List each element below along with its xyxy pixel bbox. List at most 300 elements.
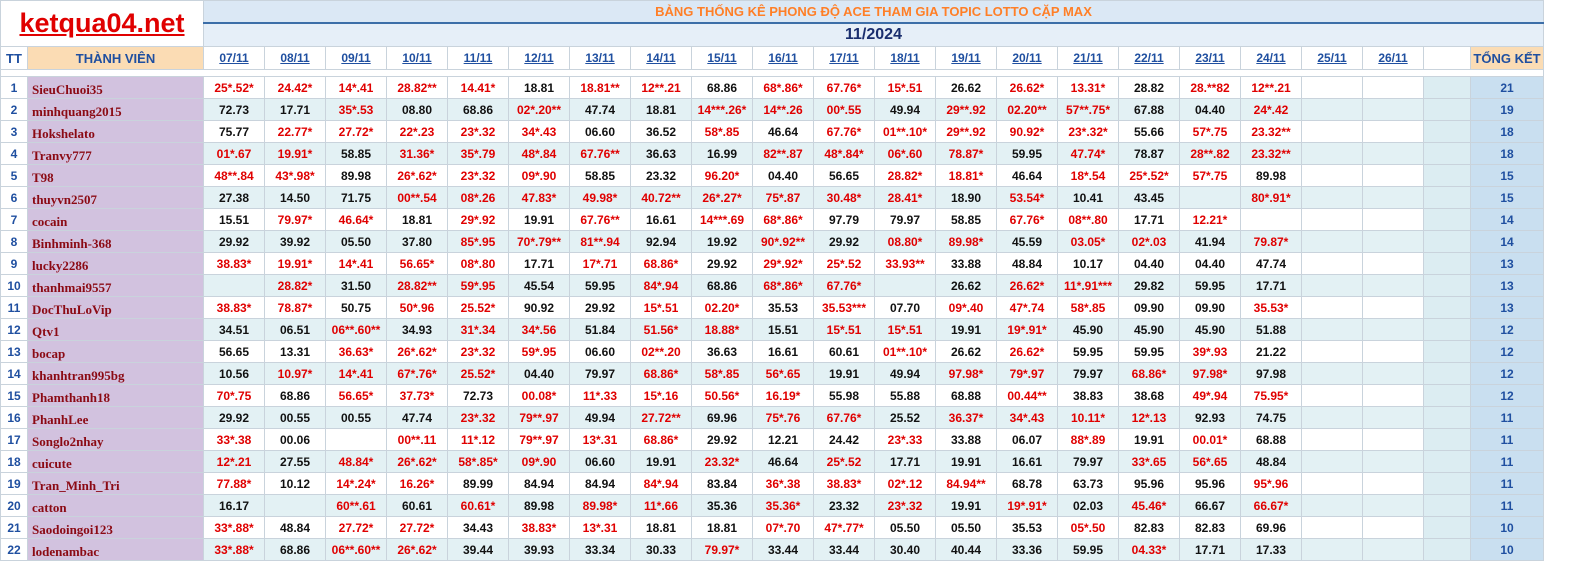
result-cell: 27.72**: [631, 407, 692, 429]
result-cell: 15*.51: [631, 297, 692, 319]
result-cell: 26.62*: [997, 341, 1058, 363]
gap-cell: [1424, 253, 1471, 275]
table-row: [1, 451, 1544, 473]
header-date: 20/11: [997, 47, 1058, 70]
row-number: 12: [1, 319, 28, 341]
result-cell: 97.79: [814, 209, 875, 231]
result-cell: 18*.54: [1058, 165, 1119, 187]
result-cell: 89.98: [509, 495, 570, 517]
result-cell: 58*.85: [1058, 297, 1119, 319]
result-cell: 78.87: [1119, 143, 1180, 165]
result-cell: 02*.12: [875, 473, 936, 495]
result-cell: 18.81: [631, 517, 692, 539]
result-cell: 33.88: [936, 253, 997, 275]
result-cell: 84*.94: [631, 275, 692, 297]
member-name: PhanhLee: [28, 407, 204, 429]
table-row: [1, 187, 1544, 209]
table-row: [1, 121, 1544, 143]
table-row: [1, 429, 1544, 451]
table-row: [1, 209, 1544, 231]
result-cell: 48**.84: [204, 165, 265, 187]
result-cell: 75.77: [204, 121, 265, 143]
result-cell: 27.72*: [387, 517, 448, 539]
result-cell: 16.61: [753, 341, 814, 363]
result-cell: 01*.67: [204, 143, 265, 165]
result-cell: 69.96: [1241, 517, 1302, 539]
result-cell: 74.75: [1241, 407, 1302, 429]
result-cell: 06.07: [997, 429, 1058, 451]
result-cell: [1302, 363, 1363, 385]
result-cell: 19*.91*: [997, 319, 1058, 341]
result-cell: 29.92: [570, 297, 631, 319]
result-cell: 79**.97: [509, 407, 570, 429]
result-cell: 08.80*: [875, 231, 936, 253]
result-cell: 06**.60**: [326, 319, 387, 341]
result-cell: 55.66: [1119, 121, 1180, 143]
result-cell: [1363, 495, 1424, 517]
result-cell: 10.12: [265, 473, 326, 495]
table-row: [1, 143, 1544, 165]
result-cell: 19.91*: [265, 253, 326, 275]
table-row: [1, 99, 1544, 121]
result-cell: 41.94: [1180, 231, 1241, 253]
total-cell: 12: [1471, 363, 1544, 385]
member-name: Hokshelato: [28, 121, 204, 143]
result-cell: 57*.75: [1180, 165, 1241, 187]
result-cell: 68.86: [448, 99, 509, 121]
result-cell: 35.53*: [1241, 297, 1302, 319]
result-cell: 35*.79: [448, 143, 509, 165]
result-cell: 47.74: [1241, 253, 1302, 275]
row-number: 20: [1, 495, 28, 517]
result-cell: 28.82**: [387, 275, 448, 297]
result-cell: 58*.85: [692, 121, 753, 143]
result-cell: 79.97: [1058, 451, 1119, 473]
result-cell: 26.62: [936, 77, 997, 99]
result-cell: 04.40: [753, 165, 814, 187]
result-cell: 22.77*: [265, 121, 326, 143]
row-number: 14: [1, 363, 28, 385]
member-name: bocap: [28, 341, 204, 363]
result-cell: 59.95: [1180, 275, 1241, 297]
total-cell: 14: [1471, 209, 1544, 231]
result-cell: 29*.92*: [753, 253, 814, 275]
member-name: Saodoingoi123: [28, 517, 204, 539]
result-cell: 15*.51: [875, 319, 936, 341]
result-cell: 00*.55: [814, 99, 875, 121]
result-cell: 18.81: [509, 77, 570, 99]
result-cell: 53.54*: [997, 187, 1058, 209]
row-number: 21: [1, 517, 28, 539]
result-cell: 26*.62*: [387, 451, 448, 473]
result-cell: [1363, 121, 1424, 143]
result-cell: 11*.66: [631, 495, 692, 517]
gap-cell: [1424, 473, 1471, 495]
result-cell: 78.87*: [265, 297, 326, 319]
result-cell: 23.32**: [1241, 121, 1302, 143]
result-cell: 68.86*: [1119, 363, 1180, 385]
result-cell: 36.63*: [326, 341, 387, 363]
result-cell: 57**.75*: [1058, 99, 1119, 121]
result-cell: 68.86*: [631, 253, 692, 275]
table-row: [1, 407, 1544, 429]
result-cell: 88*.89: [1058, 429, 1119, 451]
result-cell: 18.90: [936, 187, 997, 209]
result-cell: 17.71: [1119, 209, 1180, 231]
result-cell: 25*.52*: [204, 77, 265, 99]
result-cell: 12**.21: [1241, 77, 1302, 99]
gap-cell: [1424, 209, 1471, 231]
row-number: 17: [1, 429, 28, 451]
result-cell: 36.63: [631, 143, 692, 165]
result-cell: [1302, 407, 1363, 429]
result-cell: 68.88: [1241, 429, 1302, 451]
result-cell: [1363, 451, 1424, 473]
result-cell: 95.96: [1180, 473, 1241, 495]
result-cell: [1363, 275, 1424, 297]
result-cell: 03.05*: [1058, 231, 1119, 253]
result-cell: 25.52*: [448, 297, 509, 319]
result-cell: [1302, 209, 1363, 231]
result-cell: 25.52*: [448, 363, 509, 385]
result-cell: 09.90: [1180, 297, 1241, 319]
header-member: THÀNH VIÊN: [28, 47, 204, 70]
table-row: [1, 495, 1544, 517]
result-cell: 00**.11: [387, 429, 448, 451]
result-cell: 30.33: [631, 539, 692, 561]
result-cell: [265, 495, 326, 517]
result-cell: 04.40: [1180, 253, 1241, 275]
row-number: 8: [1, 231, 28, 253]
result-cell: 58.85: [326, 143, 387, 165]
gap-cell: [1424, 539, 1471, 561]
gap-cell: [1424, 429, 1471, 451]
result-cell: 79.97: [570, 363, 631, 385]
result-cell: 33*.88*: [204, 539, 265, 561]
result-cell: 19.91: [936, 319, 997, 341]
result-cell: 12.21: [753, 429, 814, 451]
result-cell: 35.53***: [814, 297, 875, 319]
result-cell: 82.83: [1180, 517, 1241, 539]
gap-cell: [1424, 165, 1471, 187]
result-cell: 89.98*: [570, 495, 631, 517]
result-cell: 14***.26*: [692, 99, 753, 121]
result-cell: 89.98: [1241, 165, 1302, 187]
total-cell: 21: [1471, 77, 1544, 99]
result-cell: 36.63: [692, 341, 753, 363]
result-cell: 04.40: [1119, 253, 1180, 275]
result-cell: [1363, 99, 1424, 121]
result-cell: 90.92*: [997, 121, 1058, 143]
result-cell: 18.81**: [570, 77, 631, 99]
result-cell: [1363, 341, 1424, 363]
result-cell: 77.88*: [204, 473, 265, 495]
result-cell: 22*.23: [387, 121, 448, 143]
result-cell: 68.86*: [631, 429, 692, 451]
result-cell: 56.65*: [326, 385, 387, 407]
result-cell: 17.71: [265, 99, 326, 121]
result-cell: 60.61: [814, 341, 875, 363]
result-cell: 72.73: [204, 99, 265, 121]
result-cell: 26.62*: [997, 275, 1058, 297]
result-cell: [1302, 77, 1363, 99]
result-cell: 02.03: [1058, 495, 1119, 517]
result-cell: 90.92: [509, 297, 570, 319]
result-cell: 07.70: [875, 297, 936, 319]
result-cell: [1363, 165, 1424, 187]
header-date: 24/11: [1241, 47, 1302, 70]
result-cell: [1363, 253, 1424, 275]
result-cell: 45.59: [997, 231, 1058, 253]
result-cell: 27.38: [204, 187, 265, 209]
result-cell: 13.31*: [1058, 77, 1119, 99]
result-cell: [1363, 539, 1424, 561]
gap-cell: [1424, 363, 1471, 385]
result-cell: 79**.97: [509, 429, 570, 451]
row-number: 13: [1, 341, 28, 363]
header-tt: TT: [1, 47, 28, 70]
result-cell: 06*.60: [875, 143, 936, 165]
gap-cell: [1424, 275, 1471, 297]
gap-cell: [1424, 187, 1471, 209]
header-date: 13/11: [570, 47, 631, 70]
member-name: Tranvy777: [28, 143, 204, 165]
result-cell: 08**.80: [1058, 209, 1119, 231]
result-cell: [1302, 495, 1363, 517]
result-cell: 10.97*: [265, 363, 326, 385]
result-cell: 34*.56: [509, 319, 570, 341]
result-cell: 17.71: [509, 253, 570, 275]
total-cell: 11: [1471, 407, 1544, 429]
result-cell: 26*.27*: [692, 187, 753, 209]
result-cell: [1363, 231, 1424, 253]
result-cell: 46.64: [753, 451, 814, 473]
result-cell: 23*.32: [448, 121, 509, 143]
result-cell: 23*.32: [875, 495, 936, 517]
result-cell: 06.60: [570, 341, 631, 363]
result-cell: [1302, 319, 1363, 341]
table-row: [1, 319, 1544, 341]
result-cell: [1363, 473, 1424, 495]
result-cell: 14.41*: [448, 77, 509, 99]
result-cell: 23.32: [814, 495, 875, 517]
result-cell: 70*.79**: [509, 231, 570, 253]
result-cell: 67.76*: [814, 275, 875, 297]
result-cell: 34*.43: [997, 407, 1058, 429]
result-cell: 47.74: [570, 99, 631, 121]
result-cell: 68.86: [265, 539, 326, 561]
total-cell: 10: [1471, 517, 1544, 539]
result-cell: 06.60: [570, 121, 631, 143]
result-cell: [1302, 231, 1363, 253]
result-cell: 07*.70: [753, 517, 814, 539]
result-cell: 21.22: [1241, 341, 1302, 363]
result-cell: 68.86: [692, 275, 753, 297]
result-cell: 38.83*: [204, 253, 265, 275]
row-number: 22: [1, 539, 28, 561]
result-cell: 28.41*: [875, 187, 936, 209]
member-name: minhquang2015: [28, 99, 204, 121]
result-cell: 23.32*: [692, 451, 753, 473]
result-cell: [1363, 407, 1424, 429]
total-cell: 11: [1471, 473, 1544, 495]
result-cell: 16.26*: [387, 473, 448, 495]
result-cell: 28.**82: [1180, 77, 1241, 99]
total-cell: 10: [1471, 539, 1544, 561]
result-cell: 14**.26: [753, 99, 814, 121]
result-cell: 59*.95: [448, 275, 509, 297]
result-cell: 11*.33: [570, 385, 631, 407]
result-cell: 29.92: [204, 231, 265, 253]
result-cell: 75*.87: [753, 187, 814, 209]
header-date: 17/11: [814, 47, 875, 70]
result-cell: [1363, 429, 1424, 451]
result-cell: 14*.41: [326, 77, 387, 99]
result-cell: [1302, 539, 1363, 561]
header-date: 12/11: [509, 47, 570, 70]
result-cell: 35.53: [753, 297, 814, 319]
result-cell: [1302, 385, 1363, 407]
result-cell: 16.17: [204, 495, 265, 517]
header-date: 09/11: [326, 47, 387, 70]
result-cell: 56.65*: [387, 253, 448, 275]
result-cell: [1302, 451, 1363, 473]
result-cell: [1363, 363, 1424, 385]
result-cell: 59.95: [1058, 539, 1119, 561]
table-title: BẢNG THỐNG KÊ PHONG ĐỘ ACE THAM GIA TOPIC LOTTO CẶP MAX: [204, 1, 1544, 23]
row-number: 7: [1, 209, 28, 231]
result-cell: 17.71: [1180, 539, 1241, 561]
result-cell: 23*.33: [875, 429, 936, 451]
result-cell: 50.56*: [692, 385, 753, 407]
result-cell: 33.36: [997, 539, 1058, 561]
result-cell: 45.90: [1119, 319, 1180, 341]
result-cell: 18.88*: [692, 319, 753, 341]
result-cell: 50*.96: [387, 297, 448, 319]
result-cell: 00.44**: [997, 385, 1058, 407]
result-cell: 29**.92: [936, 99, 997, 121]
header-date: 08/11: [265, 47, 326, 70]
row-number: 15: [1, 385, 28, 407]
result-cell: 56*.65: [1180, 451, 1241, 473]
result-cell: [1363, 385, 1424, 407]
member-name: cuicute: [28, 451, 204, 473]
header-date: 18/11: [875, 47, 936, 70]
result-cell: 43*.98*: [265, 165, 326, 187]
result-cell: 35.36: [692, 495, 753, 517]
result-cell: 15*.51: [814, 319, 875, 341]
table-row: [1, 165, 1544, 187]
result-cell: 11*.91***: [1058, 275, 1119, 297]
result-cell: 45.90: [1180, 319, 1241, 341]
result-cell: 26*.62*: [387, 165, 448, 187]
result-cell: 19.91: [814, 363, 875, 385]
result-cell: 68.86*: [631, 363, 692, 385]
result-cell: [1363, 319, 1424, 341]
result-cell: 58.85: [936, 209, 997, 231]
result-cell: 01**.10*: [875, 121, 936, 143]
result-cell: 30.40: [875, 539, 936, 561]
result-cell: 29.82: [1119, 275, 1180, 297]
row-number: 19: [1, 473, 28, 495]
result-cell: 49.94: [875, 363, 936, 385]
result-cell: 40.72**: [631, 187, 692, 209]
result-cell: 95.96: [1119, 473, 1180, 495]
result-cell: 26.62: [936, 341, 997, 363]
result-cell: 24.42: [814, 429, 875, 451]
result-cell: 08*.80: [448, 253, 509, 275]
total-cell: 11: [1471, 451, 1544, 473]
result-cell: 13*.31: [570, 429, 631, 451]
result-cell: 28.82**: [387, 77, 448, 99]
header-date: 22/11: [1119, 47, 1180, 70]
result-cell: 29**.92: [936, 121, 997, 143]
result-cell: 82**.87: [753, 143, 814, 165]
gap-cell: [1424, 517, 1471, 539]
logo-cell: [1, 1, 204, 47]
result-cell: 55.88: [875, 385, 936, 407]
result-cell: 39.92: [265, 231, 326, 253]
result-cell: 84.94: [570, 473, 631, 495]
month-label: 11/2024: [204, 23, 1544, 47]
result-cell: 00.06: [265, 429, 326, 451]
result-cell: 05.50: [875, 517, 936, 539]
table-row: [1, 385, 1544, 407]
result-cell: 80*.91*: [1241, 187, 1302, 209]
result-cell: 01**.10*: [875, 341, 936, 363]
total-cell: 15: [1471, 165, 1544, 187]
result-cell: 47*.77*: [814, 517, 875, 539]
gap-cell: [1424, 319, 1471, 341]
result-cell: 19.91: [936, 495, 997, 517]
table-row: [1, 517, 1544, 539]
result-cell: 28.82*: [875, 165, 936, 187]
site-logo[interactable]: ketqua04.net: [19, 8, 185, 38]
result-cell: 02.20*: [692, 297, 753, 319]
result-cell: 48*.84*: [814, 143, 875, 165]
result-cell: 18.81: [387, 209, 448, 231]
result-cell: 16.19*: [753, 385, 814, 407]
result-cell: 05*.50: [1058, 517, 1119, 539]
result-cell: 51.88: [1241, 319, 1302, 341]
result-cell: 26*.62*: [387, 539, 448, 561]
result-cell: 14***.69: [692, 209, 753, 231]
result-cell: 45.54: [509, 275, 570, 297]
result-cell: 97.98*: [1180, 363, 1241, 385]
result-cell: 68.78: [997, 473, 1058, 495]
row-number: 10: [1, 275, 28, 297]
result-cell: 08*.26: [448, 187, 509, 209]
total-cell: 12: [1471, 385, 1544, 407]
result-cell: 71.75: [326, 187, 387, 209]
member-name: Binhminh-368: [28, 231, 204, 253]
result-cell: [1302, 429, 1363, 451]
row-number: 2: [1, 99, 28, 121]
result-cell: 49.94: [875, 99, 936, 121]
result-cell: 34.51: [204, 319, 265, 341]
result-cell: 75*.76: [753, 407, 814, 429]
result-cell: 43.45: [1119, 187, 1180, 209]
result-cell: [1302, 297, 1363, 319]
result-cell: 14*.41: [326, 253, 387, 275]
result-cell: 11*.12: [448, 429, 509, 451]
row-number: 4: [1, 143, 28, 165]
result-cell: 06**.60**: [326, 539, 387, 561]
gap-cell: [1424, 341, 1471, 363]
result-cell: 79.97: [875, 209, 936, 231]
result-cell: 48*.84: [509, 143, 570, 165]
result-cell: [1180, 187, 1241, 209]
